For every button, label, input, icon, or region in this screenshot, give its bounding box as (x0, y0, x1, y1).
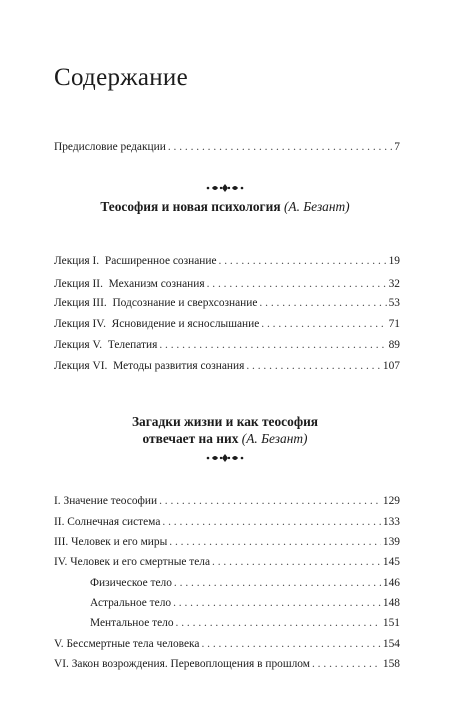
toc-entry-label: IV. Человек и его смертные тела (54, 556, 211, 568)
toc-entry-preface (54, 140, 400, 154)
section-author: (А. Безант) (283, 199, 350, 214)
toc-subentry (90, 576, 400, 590)
section-author: (А. Безант) (241, 431, 308, 446)
toc-entry (54, 515, 400, 529)
toc-entry-page: 139 (382, 536, 400, 548)
toc-entry-page: 129 (382, 495, 400, 507)
toc-entry-page: 107 (382, 360, 400, 372)
toc-leader-dots (219, 254, 387, 268)
toc-entry-label: Ясновидение и яснослышание (111, 318, 260, 330)
toc-entry-label: Телепатия (107, 339, 158, 351)
toc-subentry (90, 596, 400, 610)
toc-leader-dots (159, 338, 386, 352)
ornament-divider-icon (205, 183, 245, 193)
toc-leader-dots (212, 555, 381, 569)
lecture-number: Лекция III. (54, 297, 107, 309)
toc-entry-page: 32 (388, 278, 400, 290)
toc-leader-dots (176, 616, 381, 630)
toc-leader-dots (259, 296, 386, 310)
lecture-number: Лекция V. (54, 339, 103, 351)
toc-entry (54, 535, 400, 549)
lecture-number: Лекция VI. (54, 360, 108, 372)
page-title: Содержание (54, 64, 188, 91)
toc-entry-page: 148 (382, 597, 400, 609)
toc-entry-label: Расширенное сознание (104, 255, 217, 267)
lecture-number: Лекция II. (54, 278, 103, 290)
toc-entry-label: Методы развития сознания (113, 360, 245, 372)
toc-entry-page: 7 (394, 141, 400, 153)
toc-entry-label: Предисловие редакции (54, 141, 166, 153)
toc-entry (54, 555, 400, 569)
section-heading-theosophy-psychology (30, 198, 420, 215)
toc-entry-label: II. Солнечная система (54, 516, 161, 528)
toc-entry-page: 133 (382, 516, 400, 528)
toc-entry-page: 154 (382, 638, 400, 650)
toc-leader-dots (168, 140, 392, 154)
toc-entry-page: 19 (388, 255, 400, 267)
toc-entry-page: 146 (382, 577, 400, 589)
toc-entry (54, 277, 400, 291)
toc-leader-dots (246, 359, 381, 373)
toc-entry (54, 657, 400, 671)
toc-entry (54, 296, 400, 310)
toc-entry-label: V. Бессмертные тела человека (54, 638, 200, 650)
toc-entry (54, 254, 400, 268)
toc-entry-page: 89 (388, 339, 400, 351)
toc-leader-dots (159, 494, 381, 508)
section-title: Теософия и новая психология (100, 199, 281, 214)
toc-entry-page: 158 (382, 658, 400, 670)
toc-entry-page: 151 (382, 617, 400, 629)
lecture-number: Лекция IV. (54, 318, 106, 330)
toc-entry (54, 317, 400, 331)
toc-entry-label: Ментальное тело (90, 617, 174, 629)
toc-subentry (90, 616, 400, 630)
toc-entry-label: VI. Закон возрождения. Перевоплощения в прошлом (54, 658, 310, 670)
toc-entry (54, 338, 400, 352)
section-heading-riddles-of-life (30, 413, 420, 447)
toc-entry-label: III. Человек и его миры (54, 536, 168, 548)
toc-leader-dots (162, 515, 381, 529)
toc-leader-dots (261, 317, 386, 331)
toc-entry-page: 145 (382, 556, 400, 568)
toc-leader-dots (169, 535, 381, 549)
section-title-line2: отвечает на них (142, 431, 239, 446)
toc-entry-label: Физическое тело (90, 577, 172, 589)
toc-entry-label: Механизм сознания (108, 278, 205, 290)
toc-leader-dots (207, 277, 387, 291)
ornament-divider-icon (205, 453, 245, 463)
lecture-number: Лекция I. (54, 255, 100, 267)
toc-leader-dots (173, 596, 381, 610)
toc-entry-label: I. Значение теософии (54, 495, 158, 507)
toc-entry-label: Астральное тело (90, 597, 172, 609)
toc-entry-label: Подсознание и сверхсознание (112, 297, 258, 309)
toc-entry (54, 637, 400, 651)
toc-leader-dots (312, 657, 381, 671)
toc-leader-dots (201, 637, 380, 651)
section-title-line1: Загадки жизни и как теософия (131, 414, 319, 429)
toc-entry (54, 494, 400, 508)
toc-leader-dots (174, 576, 381, 590)
toc-entry (54, 359, 400, 373)
toc-entry-page: 71 (388, 318, 400, 330)
toc-entry-page: 53 (388, 297, 400, 309)
